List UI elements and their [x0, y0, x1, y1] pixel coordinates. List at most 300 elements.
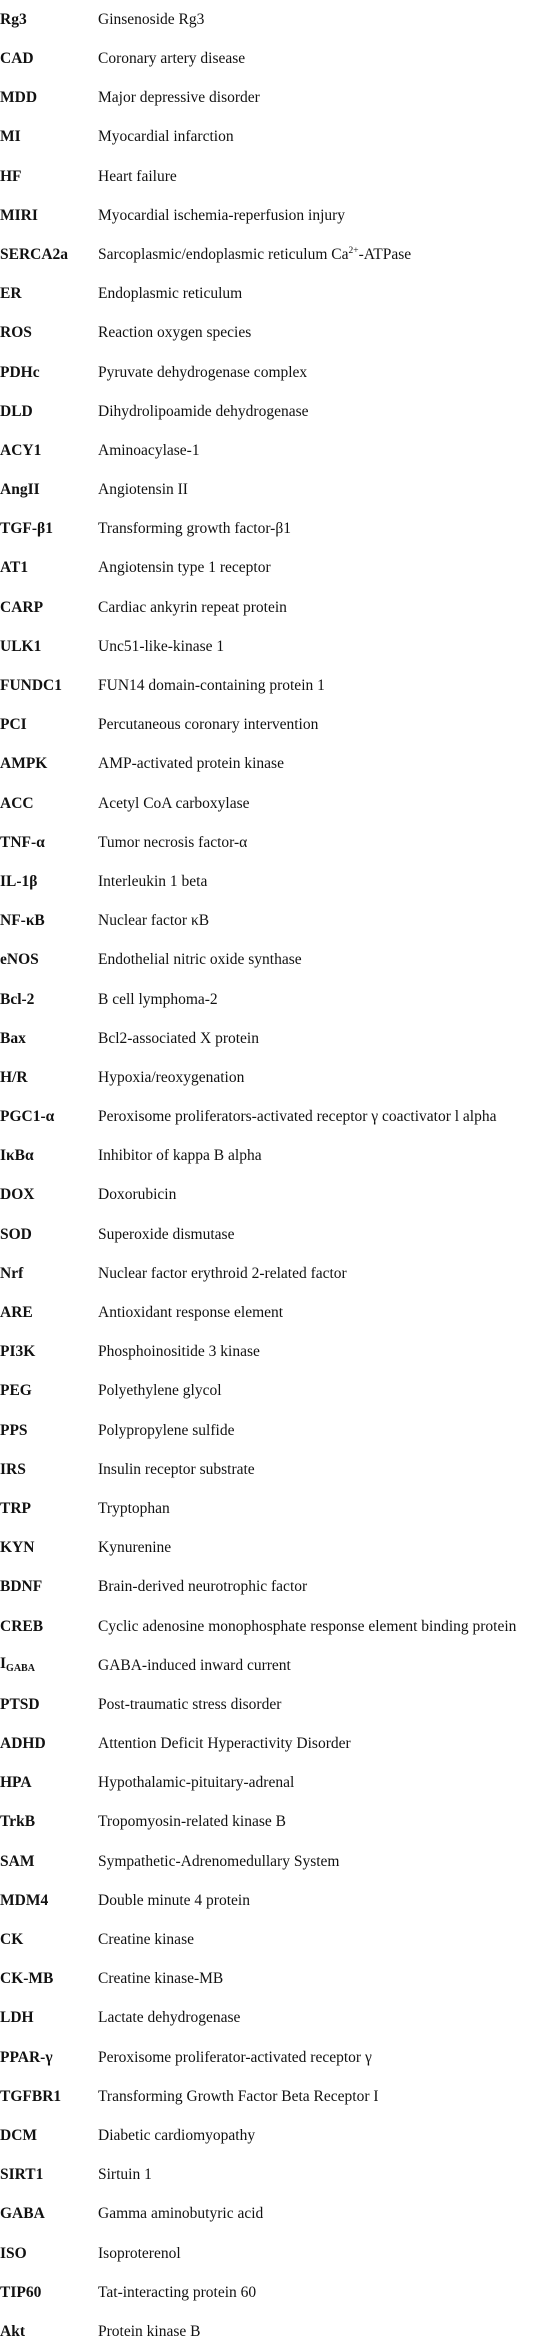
abbreviation-term-text: PCI: [0, 716, 27, 734]
abbreviation-definition-text: Cardiac ankyrin repeat protein: [98, 598, 287, 616]
abbreviation-definition-superscript: 2+: [348, 245, 359, 256]
abbreviation-definition: [98, 1579, 558, 1595]
abbreviation-row: [0, 2155, 558, 2194]
abbreviation-term: [0, 1305, 98, 1321]
abbreviation-row: [0, 1215, 558, 1254]
abbreviation-term: [0, 756, 98, 772]
abbreviation-definition: [98, 600, 558, 616]
abbreviation-definition-text: Sarcoplasmic/endoplasmic reticulum Ca: [98, 245, 349, 263]
abbreviation-row: [0, 1920, 558, 1959]
abbreviation-row: [0, 314, 558, 353]
abbreviation-term: [0, 1031, 98, 1047]
abbreviation-term-text: TIP60: [0, 2283, 42, 2301]
abbreviation-row: [0, 1607, 558, 1646]
abbreviation-row: [0, 118, 558, 157]
abbreviation-term-text: Nrf: [0, 1264, 24, 1282]
abbreviation-term: [0, 2089, 98, 2105]
abbreviation-term-text: DCM: [0, 2126, 38, 2144]
abbreviation-row: [0, 1332, 558, 1371]
abbreviation-definition: [98, 1971, 558, 1987]
abbreviation-definition-text: Nuclear factor κB: [98, 912, 210, 930]
abbreviation-row: [0, 0, 558, 39]
abbreviation-term: [0, 286, 98, 302]
abbreviation-term-text: IRS: [0, 1460, 26, 1478]
abbreviation-definition: [98, 639, 558, 655]
abbreviation-row: [0, 1411, 558, 1450]
abbreviation-definition: [98, 12, 558, 28]
abbreviation-definition: [98, 2128, 558, 2144]
abbreviation-term-text: DLD: [0, 402, 33, 420]
abbreviation-row: [0, 2312, 558, 2351]
abbreviation-definition: [98, 2167, 558, 2183]
abbreviation-definition: [98, 678, 558, 694]
abbreviation-row: [0, 784, 558, 823]
abbreviation-row: [0, 1528, 558, 1567]
abbreviation-term-text: PPAR-γ: [0, 2048, 53, 2066]
abbreviation-row: [0, 1058, 558, 1097]
abbreviation-row: [0, 862, 558, 901]
abbreviation-term: [0, 874, 98, 890]
abbreviation-term: [0, 1462, 98, 1478]
abbreviation-term: [0, 1932, 98, 1948]
abbreviation-term-text: Bax: [0, 1029, 26, 1047]
abbreviation-term: [0, 1344, 98, 1360]
abbreviation-term-text: HPA: [0, 1774, 32, 1792]
abbreviation-definition-text: AMP-activated protein kinase: [98, 755, 284, 773]
abbreviation-term: [0, 90, 98, 106]
abbreviation-term: [0, 1971, 98, 1987]
abbreviation-definition-text: Creatine kinase: [98, 1931, 194, 1949]
abbreviation-term: [0, 1423, 98, 1439]
abbreviation-definition: [98, 1109, 558, 1125]
abbreviation-row: [0, 980, 558, 1019]
abbreviation-definition: [98, 874, 558, 890]
abbreviation-row: [0, 1293, 558, 1332]
abbreviation-definition-text: Myocardial ischemia-reperfusion injury: [98, 206, 346, 224]
abbreviation-definition-text: Percutaneous coronary intervention: [98, 716, 319, 734]
abbreviation-term: [0, 129, 98, 145]
abbreviation-definition: [98, 90, 558, 106]
abbreviation-term-text: PDHc: [0, 363, 40, 381]
abbreviation-term-text: CK: [0, 1931, 24, 1949]
abbreviation-row: [0, 1724, 558, 1763]
abbreviation-definition: [98, 1775, 558, 1791]
abbreviation-definition-text: Peroxisome proliferator-activated receptor γ: [98, 2048, 372, 2066]
abbreviation-row: [0, 2116, 558, 2155]
abbreviation-term: [0, 482, 98, 498]
abbreviation-term-text: MDM4: [0, 1891, 49, 1909]
abbreviation-term-text: CARP: [0, 598, 44, 616]
abbreviation-definition: [98, 1501, 558, 1517]
abbreviation-term-text: eNOS: [0, 951, 39, 969]
abbreviation-term: [0, 2206, 98, 2222]
abbreviation-term-text: PI3K: [0, 1343, 36, 1361]
abbreviation-definition: [98, 51, 558, 67]
abbreviation-definition: [98, 1540, 558, 1556]
abbreviation-term-text: CK-MB: [0, 1970, 54, 1988]
abbreviation-row: [0, 1999, 558, 2038]
abbreviation-term: [0, 992, 98, 1008]
abbreviation-definition: [98, 325, 558, 341]
abbreviation-row: [0, 705, 558, 744]
abbreviation-definition: [98, 835, 558, 851]
abbreviation-definition: [98, 952, 558, 968]
abbreviation-term-subscript: GABA: [6, 1663, 35, 1675]
abbreviation-definition: [98, 1070, 558, 1086]
abbreviation-term: [0, 1148, 98, 1164]
abbreviation-term-text: PGC1-α: [0, 1108, 55, 1126]
abbreviation-definition: [98, 1383, 558, 1399]
abbreviation-definition-text: Tumor necrosis factor-α: [98, 833, 248, 851]
abbreviation-term-text: KYN: [0, 1539, 35, 1557]
abbreviation-row: [0, 431, 558, 470]
abbreviation-row: [0, 39, 558, 78]
abbreviation-definition-text: Sirtuin 1: [98, 2166, 152, 2184]
abbreviation-row: [0, 1176, 558, 1215]
abbreviation-term: [0, 1656, 98, 1674]
abbreviation-term: [0, 2285, 98, 2301]
abbreviation-definition: [98, 2206, 558, 2222]
abbreviation-row: [0, 1881, 558, 1920]
abbreviation-definition: [98, 1932, 558, 1948]
abbreviation-definition: [98, 796, 558, 812]
abbreviation-definition-text: Hypothalamic-pituitary-adrenal: [98, 1774, 295, 1792]
abbreviation-term-text: Akt: [0, 2322, 25, 2340]
abbreviation-definition: [98, 1266, 558, 1282]
abbreviation-term: [0, 404, 98, 420]
abbreviation-term-text: ACC: [0, 794, 34, 812]
abbreviation-term: [0, 560, 98, 576]
abbreviation-row: [0, 1763, 558, 1802]
abbreviation-term: [0, 796, 98, 812]
abbreviation-definition-text: Transforming growth factor-β1: [98, 520, 291, 538]
abbreviation-term-text: SERCA2a: [0, 245, 69, 263]
abbreviation-definition: [98, 1305, 558, 1321]
abbreviation-definition-text: Reaction oxygen species: [98, 324, 252, 342]
abbreviation-definition-text: Tryptophan: [98, 1499, 170, 1517]
abbreviation-row: [0, 2038, 558, 2077]
abbreviation-term: [0, 12, 98, 28]
abbreviation-term: [0, 639, 98, 655]
abbreviation-definition-text: Polypropylene sulfide: [98, 1421, 235, 1439]
abbreviation-definition-text: Double minute 4 protein: [98, 1891, 250, 1909]
abbreviation-term: [0, 1893, 98, 1909]
abbreviation-term-text: SIRT1: [0, 2166, 44, 2184]
abbreviation-definition: [98, 1423, 558, 1439]
abbreviation-definition: [98, 286, 558, 302]
abbreviation-row: [0, 353, 558, 392]
abbreviation-term: [0, 1814, 98, 1830]
abbreviation-term: [0, 2050, 98, 2066]
abbreviation-term-text: ARE: [0, 1304, 33, 1322]
abbreviation-definition: [98, 1148, 558, 1164]
abbreviation-definition-text: Bcl2-associated X protein: [98, 1029, 259, 1047]
abbreviation-definition-text: Pyruvate dehydrogenase complex: [98, 363, 308, 381]
abbreviation-term-text: TGF-β1: [0, 520, 53, 538]
abbreviation-term: [0, 1501, 98, 1517]
abbreviation-definition: [98, 913, 558, 929]
abbreviation-row: [0, 1372, 558, 1411]
abbreviation-row: [0, 2234, 558, 2273]
abbreviation-term-text: SOD: [0, 1225, 32, 1243]
abbreviation-term-text: ADHD: [0, 1735, 46, 1753]
abbreviation-term: [0, 1736, 98, 1752]
abbreviation-row: [0, 2195, 558, 2234]
abbreviation-definition: [98, 129, 558, 145]
abbreviation-row: [0, 78, 558, 117]
abbreviation-term-text: Bcl-2: [0, 990, 35, 1008]
abbreviation-row: [0, 274, 558, 313]
abbreviation-definition-text: Creatine kinase-MB: [98, 1970, 224, 1988]
abbreviation-definition: [98, 1736, 558, 1752]
abbreviation-definition: [98, 2285, 558, 2301]
abbreviation-definition-text: Lactate dehydrogenase: [98, 2009, 241, 2027]
abbreviation-term: [0, 1266, 98, 1282]
abbreviation-term-text: ULK1: [0, 637, 42, 655]
abbreviation-row: [0, 549, 558, 588]
abbreviation-definition-text: Unc51-like-kinase 1: [98, 637, 225, 655]
abbreviation-term: [0, 952, 98, 968]
abbreviation-definition-text: Hypoxia/reoxygenation: [98, 1068, 245, 1086]
abbreviation-definition: [98, 1462, 558, 1478]
abbreviation-row: [0, 2273, 558, 2312]
abbreviation-definition: [98, 2050, 558, 2066]
abbreviation-term-text: GABA: [0, 2205, 45, 2223]
abbreviation-term-text: ACY1: [0, 441, 42, 459]
abbreviation-term-text: H/R: [0, 1068, 28, 1086]
abbreviation-row: [0, 470, 558, 509]
abbreviation-definition-text: Kynurenine: [98, 1539, 172, 1557]
abbreviation-row: [0, 1450, 558, 1489]
abbreviation-definition: [98, 1344, 558, 1360]
abbreviation-row: [0, 1568, 558, 1607]
abbreviation-definition-text: Protein kinase B: [98, 2322, 201, 2340]
abbreviation-definition: [98, 482, 558, 498]
abbreviation-term: [0, 247, 98, 263]
abbreviation-row: [0, 157, 558, 196]
abbreviation-term-text: AngII: [0, 481, 40, 499]
abbreviation-term-text: ISO: [0, 2244, 27, 2262]
abbreviation-term-text: NF-κB: [0, 912, 45, 930]
abbreviation-term: [0, 835, 98, 851]
abbreviation-definition-text: Insulin receptor substrate: [98, 1460, 255, 1478]
abbreviation-term-text: AT1: [0, 559, 29, 577]
abbreviation-definition-text: Brain-derived neurotrophic factor: [98, 1578, 308, 1596]
abbreviation-term: [0, 1383, 98, 1399]
abbreviation-term-text: MDD: [0, 89, 38, 107]
abbreviation-term-text: IL-1β: [0, 872, 38, 890]
abbreviation-term: [0, 1187, 98, 1203]
abbreviation-term: [0, 1070, 98, 1086]
abbreviation-definition-text: Tropomyosin-related kinase B: [98, 1813, 286, 1831]
abbreviation-definition-text: Inhibitor of kappa B alpha: [98, 1147, 262, 1165]
abbreviation-row: [0, 1842, 558, 1881]
abbreviation-definition: [98, 2324, 558, 2340]
abbreviation-term-text: TrkB: [0, 1813, 36, 1831]
abbreviation-term-text: ER: [0, 285, 22, 303]
abbreviation-row: [0, 1803, 558, 1842]
abbreviation-definition: [98, 521, 558, 537]
abbreviation-term: [0, 1540, 98, 1556]
abbreviation-definition-text: Heart failure: [98, 167, 177, 185]
abbreviation-definition: [98, 992, 558, 1008]
abbreviation-row: [0, 235, 558, 274]
abbreviation-row: [0, 1097, 558, 1136]
abbreviation-definition-text: Antioxidant response element: [98, 1304, 284, 1322]
abbreviation-definition-text: Attention Deficit Hyperactivity Disorder: [98, 1735, 351, 1753]
abbreviation-term: [0, 1109, 98, 1125]
abbreviation-definition: [98, 1854, 558, 1870]
abbreviation-term: [0, 717, 98, 733]
abbreviation-term-text: PEG: [0, 1382, 32, 1400]
abbreviation-term: [0, 51, 98, 67]
abbreviation-definition-text: Ginsenoside Rg3: [98, 10, 205, 28]
abbreviation-row: [0, 941, 558, 980]
abbreviation-definition-text: Cyclic adenosine monophosphate response element binding protein: [98, 1617, 517, 1635]
abbreviation-term-text: MIRI: [0, 206, 38, 224]
abbreviation-term-text: Rg3: [0, 10, 27, 28]
abbreviation-row: [0, 1646, 558, 1685]
abbreviation-definition: [98, 2246, 558, 2262]
abbreviation-definition-text: Sympathetic-Adrenomedullary System: [98, 1852, 340, 1870]
abbreviation-definition: [98, 1187, 558, 1203]
abbreviation-definition-text: Coronary artery disease: [98, 50, 246, 68]
abbreviation-definition-text: B cell lymphoma-2: [98, 990, 218, 1008]
abbreviation-term: [0, 521, 98, 537]
abbreviation-definition-text: Gamma aminobutyric acid: [98, 2205, 264, 2223]
abbreviation-term: [0, 169, 98, 185]
abbreviation-term-text: DOX: [0, 1186, 35, 1204]
abbreviation-definition-text: Transforming Growth Factor Beta Receptor I: [98, 2087, 379, 2105]
abbreviation-definition-tail: -ATPase: [358, 245, 412, 263]
abbreviation-definition: [98, 2010, 558, 2026]
abbreviation-definition-text: FUN14 domain-containing protein 1: [98, 677, 325, 695]
abbreviation-row: [0, 666, 558, 705]
abbreviation-definition-text: Angiotensin II: [98, 481, 188, 499]
abbreviation-term: [0, 2128, 98, 2144]
abbreviation-term: [0, 443, 98, 459]
abbreviation-term: [0, 2010, 98, 2026]
abbreviation-term-text: CAD: [0, 50, 34, 68]
abbreviation-row: [0, 1685, 558, 1724]
abbreviation-definition-text: Dihydrolipoamide dehydrogenase: [98, 402, 309, 420]
abbreviation-term: [0, 600, 98, 616]
abbreviation-term: [0, 365, 98, 381]
abbreviation-definition-text: Acetyl CoA carboxylase: [98, 794, 250, 812]
abbreviation-term: [0, 1619, 98, 1635]
abbreviation-row: [0, 1254, 558, 1293]
abbreviation-definition-text: Isoproterenol: [98, 2244, 181, 2262]
abbreviation-row: [0, 823, 558, 862]
abbreviation-definition-text: Phosphoinositide 3 kinase: [98, 1343, 260, 1361]
abbreviation-definition-text: Superoxide dismutase: [98, 1225, 235, 1243]
abbreviation-term: [0, 1697, 98, 1713]
abbreviation-definition-text: Myocardial infarction: [98, 128, 234, 146]
abbreviation-definition: [98, 404, 558, 420]
abbreviation-term: [0, 678, 98, 694]
abbreviation-row: [0, 901, 558, 940]
abbreviation-definition-text: Aminoacylase-1: [98, 441, 200, 459]
abbreviation-term-text: I: [0, 1655, 7, 1673]
abbreviation-term: [0, 913, 98, 929]
abbreviation-definition-text: Interleukin 1 beta: [98, 872, 208, 890]
abbreviation-row: [0, 392, 558, 431]
abbreviation-row: [0, 627, 558, 666]
abbreviation-term: [0, 2246, 98, 2262]
abbreviation-definition: [98, 560, 558, 576]
abbreviation-definition-text: Endothelial nitric oxide synthase: [98, 951, 302, 969]
abbreviation-term-text: PTSD: [0, 1695, 40, 1713]
abbreviation-definition-text: Endoplasmic reticulum: [98, 285, 243, 303]
abbreviation-definition: [98, 2089, 558, 2105]
abbreviation-definition: [98, 756, 558, 772]
abbreviation-definition-text: Polyethylene glycol: [98, 1382, 222, 1400]
abbreviation-term: [0, 325, 98, 341]
abbreviation-term-text: SAM: [0, 1852, 35, 1870]
abbreviation-definition-text: Nuclear factor erythroid 2-related factor: [98, 1264, 347, 1282]
abbreviation-term-text: LDH: [0, 2009, 34, 2027]
abbreviation-definition-text: Post-traumatic stress disorder: [98, 1695, 282, 1713]
abbreviation-row: [0, 1959, 558, 1998]
abbreviation-definition-text: Doxorubicin: [98, 1186, 177, 1204]
abbreviation-term: [0, 1775, 98, 1791]
abbreviation-definition: [98, 1227, 558, 1243]
abbreviation-definition: [98, 1697, 558, 1713]
abbreviation-term-text: ROS: [0, 324, 32, 342]
abbreviation-term-text: MI: [0, 128, 21, 146]
abbreviation-term-text: PPS: [0, 1421, 28, 1439]
abbreviation-term-text: AMPK: [0, 755, 48, 773]
abbreviation-definition: [98, 247, 558, 263]
abbreviation-definition-text: Diabetic cardiomyopathy: [98, 2126, 256, 2144]
abbreviation-row: [0, 196, 558, 235]
abbreviation-term: [0, 1854, 98, 1870]
abbreviation-definition: [98, 1031, 558, 1047]
abbreviation-term-text: BDNF: [0, 1578, 43, 1596]
abbreviation-row: [0, 745, 558, 784]
abbreviation-definition: [98, 717, 558, 733]
abbreviation-definition-text: GABA-induced inward current: [98, 1656, 291, 1674]
abbreviation-definition: [98, 169, 558, 185]
abbreviation-definition: [98, 1658, 558, 1674]
abbreviation-row: [0, 509, 558, 548]
abbreviation-row: [0, 1019, 558, 1058]
abbreviation-definition: [98, 443, 558, 459]
abbreviation-term-text: TGFBR1: [0, 2087, 62, 2105]
abbreviation-row: [0, 1136, 558, 1175]
abbreviation-term: [0, 1579, 98, 1595]
abbreviation-definition-text: Tat-interacting protein 60: [98, 2283, 257, 2301]
abbreviation-row: [0, 2077, 558, 2116]
abbreviation-term-text: TNF-α: [0, 833, 45, 851]
abbreviation-definition-text: Major depressive disorder: [98, 89, 260, 107]
abbreviation-definition: [98, 365, 558, 381]
abbreviation-definition: [98, 1619, 558, 1635]
abbreviation-term-text: IκBα: [0, 1147, 34, 1165]
abbreviation-definition: [98, 208, 558, 224]
abbreviation-term-text: TRP: [0, 1499, 31, 1517]
abbreviation-definition: [98, 1814, 558, 1830]
abbreviation-term: [0, 208, 98, 224]
abbreviation-row: [0, 588, 558, 627]
abbreviation-row: [0, 1489, 558, 1528]
abbreviation-definition-text: Peroxisome proliferators-activated receptor γ coactivator l alpha: [98, 1108, 497, 1126]
abbreviation-term-text: FUNDC1: [0, 677, 62, 695]
abbreviation-definition-text: Angiotensin type 1 receptor: [98, 559, 271, 577]
abbreviation-term: [0, 2167, 98, 2183]
abbreviation-term: [0, 2324, 98, 2340]
abbreviation-term-text: CREB: [0, 1617, 44, 1635]
